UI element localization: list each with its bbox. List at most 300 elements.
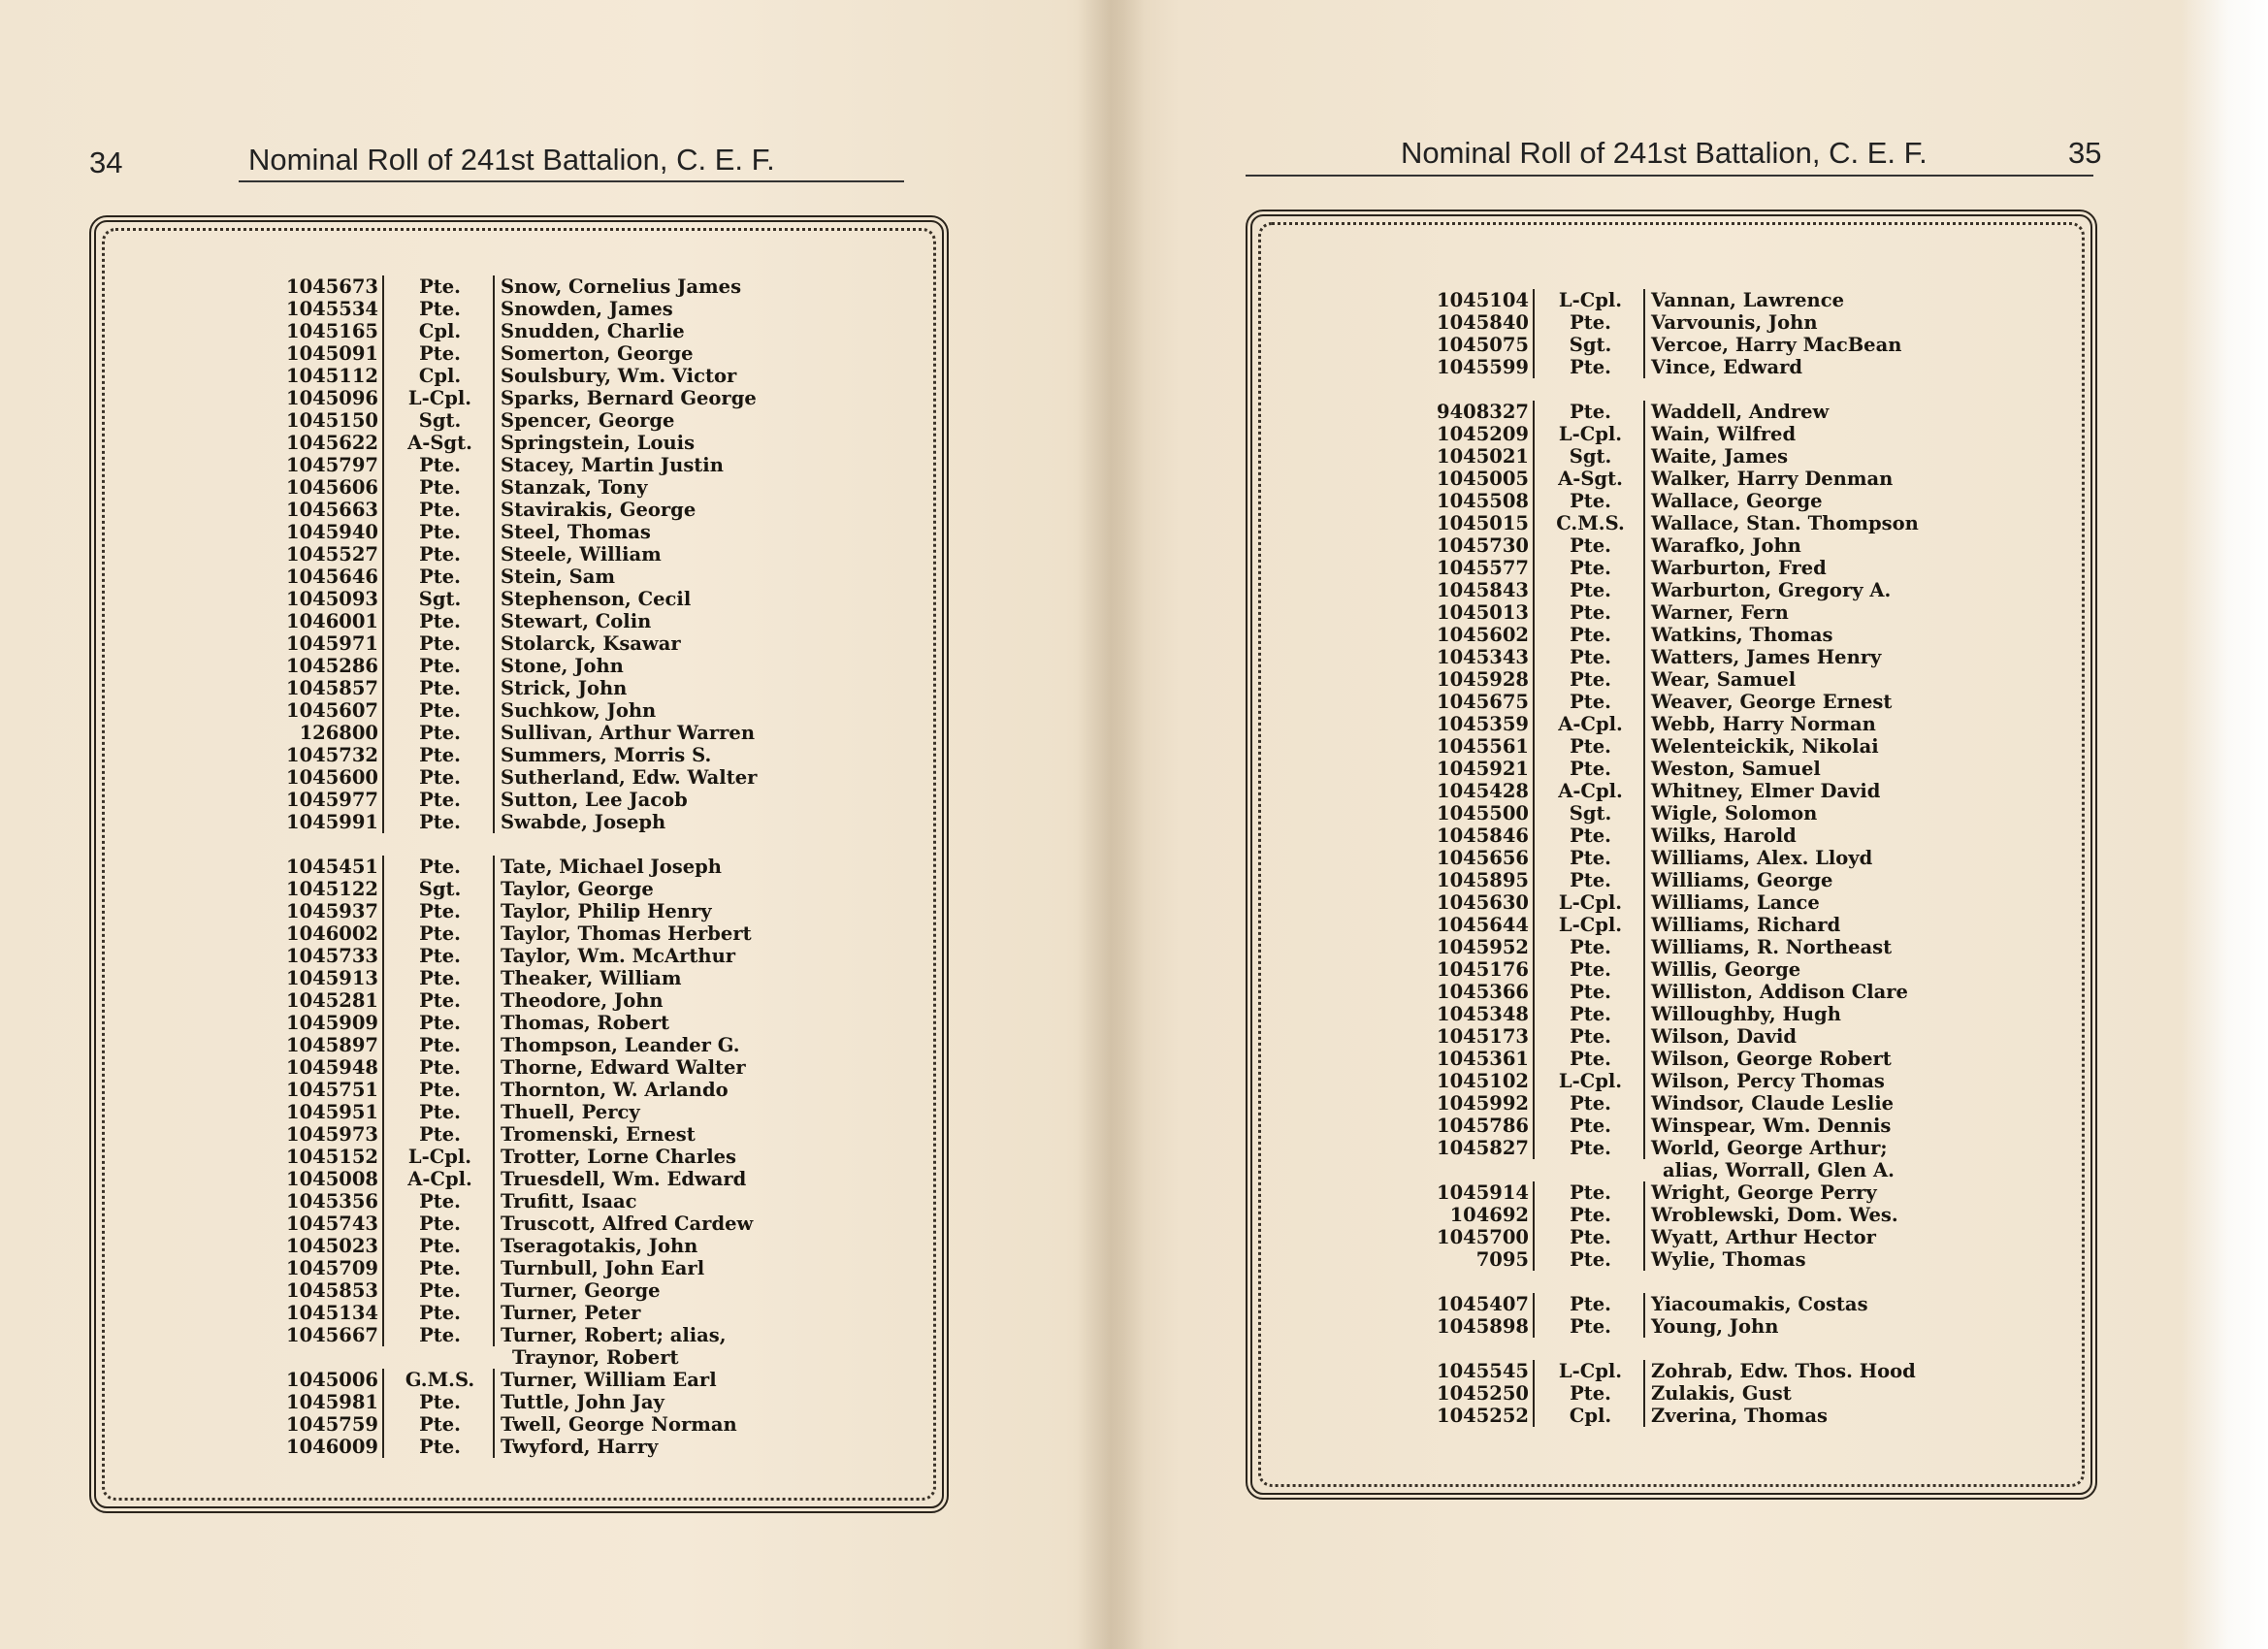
rank: L-Cpl. xyxy=(407,387,472,409)
regimental-number: 1045971 xyxy=(268,632,384,655)
soldier-name: Taylor, George xyxy=(493,878,654,900)
rank: Pte. xyxy=(1570,1204,1611,1226)
rank: Pte. xyxy=(419,499,461,521)
regimental-number: 1045937 xyxy=(268,900,384,922)
regimental-number: 1045348 xyxy=(1418,1003,1535,1025)
regimental-number: 1045909 xyxy=(268,1012,384,1034)
regimental-number: 1045165 xyxy=(268,320,384,342)
regimental-number: 1045176 xyxy=(1418,958,1535,981)
soldier-name: Stephenson, Cecil xyxy=(493,588,691,610)
rank: Pte. xyxy=(1570,401,1611,423)
regimental-number: 1045840 xyxy=(1418,311,1535,334)
regimental-number: 1045428 xyxy=(1418,780,1535,802)
rank: Pte. xyxy=(419,1302,461,1324)
rank: Pte. xyxy=(419,945,461,967)
soldier-name: Strick, John xyxy=(493,677,627,699)
soldier-name: Twell, George Norman xyxy=(493,1413,737,1436)
soldier-name: Vince, Edward xyxy=(1643,356,1802,378)
regimental-number: 1045897 xyxy=(268,1034,384,1056)
rank: L-Cpl. xyxy=(1558,1070,1623,1092)
regimental-number: 1045343 xyxy=(1418,646,1535,668)
rank: Pte. xyxy=(419,1056,461,1079)
regimental-number: 1045914 xyxy=(1418,1181,1535,1204)
rank: Pte. xyxy=(1570,557,1611,579)
soldier-name: Wroblewski, Dom. Wes. xyxy=(1643,1204,1898,1226)
soldier-name: Sutherland, Edw. Walter xyxy=(493,766,757,789)
soldier-name: Suchkow, John xyxy=(493,699,656,722)
soldier-name: Wallace, Stan. Thompson xyxy=(1643,512,1919,534)
soldier-name: Waite, James xyxy=(1643,445,1788,468)
soldier-name: Steele, William xyxy=(493,543,662,566)
regimental-number: 1045602 xyxy=(1418,624,1535,646)
rank: Pte. xyxy=(419,298,461,320)
rank: Pte. xyxy=(419,342,461,365)
regimental-number: 1045005 xyxy=(1418,468,1535,490)
regimental-number: 1045951 xyxy=(268,1101,384,1123)
rank: Pte. xyxy=(1570,668,1611,691)
rank: Pte. xyxy=(419,632,461,655)
soldier-name: Wright, George Perry xyxy=(1643,1181,1877,1204)
left-header-rule xyxy=(239,180,904,182)
soldier-name: Sparks, Bernard George xyxy=(493,387,757,409)
soldier-name: Williston, Addison Clare xyxy=(1643,981,1908,1003)
rank: Pte. xyxy=(419,1235,461,1257)
regimental-number: 1045607 xyxy=(268,699,384,722)
soldier-name: Welenteickik, Nikolai xyxy=(1643,735,1879,758)
page-edge xyxy=(2181,0,2268,1649)
regimental-number: 1045015 xyxy=(1418,512,1535,534)
rank: Pte. xyxy=(419,476,461,499)
right-page-number: 35 xyxy=(2068,136,2102,170)
regimental-number: 1045500 xyxy=(1418,802,1535,824)
soldier-name: Taylor, Wm. McArthur xyxy=(493,945,735,967)
soldier-name: Tseragotakis, John xyxy=(493,1235,697,1257)
rank: Pte. xyxy=(1570,1293,1611,1315)
soldier-name: Williams, Alex. Lloyd xyxy=(1643,847,1872,869)
soldier-name: Soulsbury, Wm. Victor xyxy=(493,365,736,387)
regimental-number: 1045656 xyxy=(1418,847,1535,869)
soldier-name: Wilson, Percy Thomas xyxy=(1643,1070,1885,1092)
rank: Pte. xyxy=(419,1391,461,1413)
soldier-name: Truesdell, Wm. Edward xyxy=(493,1168,746,1190)
rank: Pte. xyxy=(1570,534,1611,557)
soldier-name: Stavirakis, George xyxy=(493,499,696,521)
soldier-name: Wilks, Harold xyxy=(1643,824,1797,847)
soldier-name: Springstein, Louis xyxy=(493,432,695,454)
rank: Pte. xyxy=(1570,490,1611,512)
soldier-name: Swabde, Joseph xyxy=(493,811,665,833)
regimental-number: 1045545 xyxy=(1418,1360,1535,1382)
regimental-number: 1045952 xyxy=(1418,936,1535,958)
regimental-number: 1045122 xyxy=(268,878,384,900)
regimental-number: 104692 xyxy=(1418,1204,1535,1226)
soldier-name: Warner, Fern xyxy=(1643,601,1789,624)
regimental-number: 1045759 xyxy=(268,1413,384,1436)
rank: Pte. xyxy=(1570,1382,1611,1405)
rank: Pte. xyxy=(1570,691,1611,713)
regimental-number: 1045286 xyxy=(268,655,384,677)
regimental-number: 1045675 xyxy=(1418,691,1535,713)
regimental-number: 126800 xyxy=(268,722,384,744)
rank: Sgt. xyxy=(1569,334,1612,356)
rank: Pte. xyxy=(1570,936,1611,958)
rank: Pte. xyxy=(1570,601,1611,624)
rank: Pte. xyxy=(419,1190,461,1212)
regimental-number: 1045152 xyxy=(268,1146,384,1168)
rank: Pte. xyxy=(419,967,461,989)
rank: Pte. xyxy=(1570,1048,1611,1070)
soldier-name: Watters, James Henry xyxy=(1643,646,1881,668)
soldier-name: Williams, R. Northeast xyxy=(1643,936,1892,958)
regimental-number: 1045928 xyxy=(1418,668,1535,691)
regimental-number: 1045281 xyxy=(268,989,384,1012)
rank: Pte. xyxy=(419,610,461,632)
regimental-number: 1045827 xyxy=(1418,1137,1535,1159)
rank: A-Cpl. xyxy=(1558,713,1623,735)
regimental-number: 1045093 xyxy=(268,588,384,610)
regimental-number: 1045730 xyxy=(1418,534,1535,557)
soldier-name: Watkins, Thomas xyxy=(1643,624,1832,646)
regimental-number: 1045250 xyxy=(1418,1382,1535,1405)
regimental-number: 1045981 xyxy=(268,1391,384,1413)
right-page-title: Nominal Roll of 241st Battalion, C. E. F. xyxy=(1401,136,1928,170)
soldier-name: Young, John xyxy=(1643,1315,1778,1338)
rank: Pte. xyxy=(419,811,461,833)
rank: Pte. xyxy=(1570,958,1611,981)
rank: L-Cpl. xyxy=(1558,423,1623,445)
soldier-name: Sutton, Lee Jacob xyxy=(493,789,688,811)
soldier-name: Spencer, George xyxy=(493,409,674,432)
rank: Pte. xyxy=(419,1212,461,1235)
regimental-number: 1045008 xyxy=(268,1168,384,1190)
regimental-number: 1045407 xyxy=(1418,1293,1535,1315)
soldier-name: Thompson, Leander G. xyxy=(493,1034,739,1056)
rank: A-Cpl. xyxy=(1558,780,1623,802)
soldier-name: Tate, Michael Joseph xyxy=(493,856,722,878)
regimental-number: 1045857 xyxy=(268,677,384,699)
rank: Pte. xyxy=(1570,624,1611,646)
soldier-name: Williams, Richard xyxy=(1643,914,1840,936)
rank: Sgt. xyxy=(418,588,462,610)
regimental-number: 1045534 xyxy=(268,298,384,320)
rank: Cpl. xyxy=(1569,1405,1612,1427)
soldier-name: Wain, Wilfred xyxy=(1643,423,1796,445)
rank: C.M.S. xyxy=(1556,512,1625,534)
soldier-name: Wear, Samuel xyxy=(1643,668,1796,691)
rank: Pte. xyxy=(419,922,461,945)
soldier-name: Stanzak, Tony xyxy=(493,476,648,499)
regimental-number: 1045173 xyxy=(1418,1025,1535,1048)
rank: Pte. xyxy=(1570,1315,1611,1338)
regimental-number: 1045209 xyxy=(1418,423,1535,445)
rank: Pte. xyxy=(419,900,461,922)
regimental-number: 1045075 xyxy=(1418,334,1535,356)
soldier-name: Thomas, Robert xyxy=(493,1012,669,1034)
rank: L-Cpl. xyxy=(1558,891,1623,914)
rank: Pte. xyxy=(419,677,461,699)
soldier-name: Taylor, Thomas Herbert xyxy=(493,922,752,945)
soldier-name: Theaker, William xyxy=(493,967,682,989)
rank: Cpl. xyxy=(418,365,462,387)
regimental-number: 1045102 xyxy=(1418,1070,1535,1092)
rank: Pte. xyxy=(419,1123,461,1146)
rank: Pte. xyxy=(1570,824,1611,847)
regimental-number: 9408327 xyxy=(1418,401,1535,423)
rank: Pte. xyxy=(1570,1115,1611,1137)
rank: Pte. xyxy=(419,543,461,566)
regimental-number: 1045663 xyxy=(268,499,384,521)
rank: Pte. xyxy=(419,1012,461,1034)
regimental-number: 1046002 xyxy=(268,922,384,945)
soldier-name: Warafko, John xyxy=(1643,534,1801,557)
soldier-name: Trufitt, Isaac xyxy=(493,1190,637,1212)
regimental-number: 1045751 xyxy=(268,1079,384,1101)
soldier-name: Weston, Samuel xyxy=(1643,758,1821,780)
rank: Pte. xyxy=(419,1034,461,1056)
soldier-name: Willoughby, Hugh xyxy=(1643,1003,1841,1025)
soldier-name: Summers, Morris S. xyxy=(493,744,711,766)
regimental-number: 1045991 xyxy=(268,811,384,833)
rank: Pte. xyxy=(419,989,461,1012)
rank: Sgt. xyxy=(418,409,462,432)
regimental-number: 1045644 xyxy=(1418,914,1535,936)
soldier-name: Truscott, Alfred Cardew xyxy=(493,1212,753,1235)
rank: Pte. xyxy=(1570,356,1611,378)
rank: Pte. xyxy=(1570,1025,1611,1048)
regimental-number: 1045898 xyxy=(1418,1315,1535,1338)
soldier-name: Twyford, Harry xyxy=(493,1436,658,1458)
regimental-number: 1045700 xyxy=(1418,1226,1535,1248)
rank: Sgt. xyxy=(1569,445,1612,468)
regimental-number: 1046001 xyxy=(268,610,384,632)
rank: Pte. xyxy=(1570,646,1611,668)
regimental-number: 1045895 xyxy=(1418,869,1535,891)
rank: Pte. xyxy=(1570,1003,1611,1025)
regimental-number: 1045096 xyxy=(268,387,384,409)
regimental-number: 1045732 xyxy=(268,744,384,766)
rank: A-Cpl. xyxy=(407,1168,472,1190)
soldier-name: Waddell, Andrew xyxy=(1643,401,1829,423)
rank: Pte. xyxy=(419,1324,461,1346)
regimental-number: 1045797 xyxy=(268,454,384,476)
rank: A-Sgt. xyxy=(1558,468,1623,490)
rank: Cpl. xyxy=(418,320,462,342)
rank: Pte. xyxy=(419,566,461,588)
soldier-name: Tromenski, Ernest xyxy=(493,1123,696,1146)
regimental-number: 1045977 xyxy=(268,789,384,811)
rank: Pte. xyxy=(419,722,461,744)
rank: L-Cpl. xyxy=(1558,914,1623,936)
regimental-number: 1045630 xyxy=(1418,891,1535,914)
regimental-number: 1045940 xyxy=(268,521,384,543)
regimental-number: 1045508 xyxy=(1418,490,1535,512)
rank: L-Cpl. xyxy=(1558,289,1623,311)
rank: Pte. xyxy=(419,1279,461,1302)
regimental-number: 1045527 xyxy=(268,543,384,566)
soldier-name: Weaver, George Ernest xyxy=(1643,691,1892,713)
soldier-name: Turner, Peter xyxy=(493,1302,640,1324)
soldier-name: Vannan, Lawrence xyxy=(1643,289,1844,311)
rank: Pte. xyxy=(1570,981,1611,1003)
soldier-name: Wallace, George xyxy=(1643,490,1823,512)
regimental-number: 1045606 xyxy=(268,476,384,499)
soldier-name: alias, Worrall, Glen A. xyxy=(1663,1159,1895,1181)
rank: Pte. xyxy=(419,454,461,476)
rank: Pte. xyxy=(1570,869,1611,891)
rank: Pte. xyxy=(1570,735,1611,758)
rank: Pte. xyxy=(1570,758,1611,780)
regimental-number: 1045600 xyxy=(268,766,384,789)
soldier-name: Theodore, John xyxy=(493,989,664,1012)
soldier-name: Tuttle, John Jay xyxy=(493,1391,664,1413)
rank: Pte. xyxy=(1570,1181,1611,1204)
regimental-number: 1045667 xyxy=(268,1324,384,1346)
soldier-name: Varvounis, John xyxy=(1643,311,1818,334)
rank: Pte. xyxy=(1570,1248,1611,1271)
soldier-name: Williams, George xyxy=(1643,869,1832,891)
regimental-number: 1045992 xyxy=(1418,1092,1535,1115)
regimental-number: 1045252 xyxy=(1418,1405,1535,1427)
soldier-name: Sullivan, Arthur Warren xyxy=(493,722,755,744)
rank: A-Sgt. xyxy=(407,432,472,454)
soldier-name: Wilson, David xyxy=(1643,1025,1797,1048)
right-header-rule xyxy=(1246,175,2093,177)
soldier-name: Wigle, Solomon xyxy=(1643,802,1817,824)
rank: Pte. xyxy=(1570,1226,1611,1248)
rank: Pte. xyxy=(419,744,461,766)
soldier-name: World, George Arthur; xyxy=(1643,1137,1888,1159)
soldier-name: Wyatt, Arthur Hector xyxy=(1643,1226,1876,1248)
regimental-number: 1045006 xyxy=(268,1369,384,1391)
soldier-name: Vercoe, Harry MacBean xyxy=(1643,334,1901,356)
soldier-name: Winspear, Wm. Dennis xyxy=(1643,1115,1891,1137)
regimental-number: 1045091 xyxy=(268,342,384,365)
soldier-name: Snow, Cornelius James xyxy=(493,275,741,298)
rank: Pte. xyxy=(419,1079,461,1101)
soldier-name: Thuell, Percy xyxy=(493,1101,640,1123)
regimental-number: 1045023 xyxy=(268,1235,384,1257)
regimental-number: 1045673 xyxy=(268,275,384,298)
soldier-name: Thorne, Edward Walter xyxy=(493,1056,746,1079)
soldier-name: Turner, George xyxy=(493,1279,661,1302)
regimental-number: 1045921 xyxy=(1418,758,1535,780)
rank: Sgt. xyxy=(1569,802,1612,824)
soldier-name: Warburton, Gregory A. xyxy=(1643,579,1891,601)
soldier-name: Trotter, Lorne Charles xyxy=(493,1146,736,1168)
rank: L-Cpl. xyxy=(407,1146,472,1168)
rank: Pte. xyxy=(419,1413,461,1436)
regimental-number: 1045112 xyxy=(268,365,384,387)
rank: Sgt. xyxy=(418,878,462,900)
rank: Pte. xyxy=(419,1257,461,1279)
regimental-number: 1045733 xyxy=(268,945,384,967)
soldier-name: Snudden, Charlie xyxy=(493,320,685,342)
rank: Pte. xyxy=(1570,579,1611,601)
rank: Pte. xyxy=(419,1436,461,1458)
regimental-number: 1046009 xyxy=(268,1436,384,1458)
rank: Pte. xyxy=(419,521,461,543)
regimental-number: 1045843 xyxy=(1418,579,1535,601)
soldier-name: Wylie, Thomas xyxy=(1643,1248,1806,1271)
regimental-number: 1045366 xyxy=(1418,981,1535,1003)
regimental-number: 1045913 xyxy=(268,967,384,989)
soldier-name: Webb, Harry Norman xyxy=(1643,713,1876,735)
rank: G.M.S. xyxy=(405,1369,475,1391)
soldier-name: Yiacoumakis, Costas xyxy=(1643,1293,1868,1315)
soldier-name: Walker, Harry Denman xyxy=(1643,468,1893,490)
regimental-number: 1045743 xyxy=(268,1212,384,1235)
soldier-name: Stolarck, Ksawar xyxy=(493,632,681,655)
rank: Pte. xyxy=(419,275,461,298)
soldier-name: Steel, Thomas xyxy=(493,521,651,543)
left-page-number: 34 xyxy=(89,146,123,179)
regimental-number: 1045356 xyxy=(268,1190,384,1212)
rank: L-Cpl. xyxy=(1558,1360,1623,1382)
regimental-number: 1045134 xyxy=(268,1302,384,1324)
regimental-number: 1045646 xyxy=(268,566,384,588)
soldier-name: Zohrab, Edw. Thos. Hood xyxy=(1643,1360,1916,1382)
regimental-number: 1045622 xyxy=(268,432,384,454)
soldier-name: Stewart, Colin xyxy=(493,610,651,632)
soldier-name: Windsor, Claude Leslie xyxy=(1643,1092,1894,1115)
regimental-number: 7095 xyxy=(1418,1248,1535,1271)
soldier-name: Whitney, Elmer David xyxy=(1643,780,1880,802)
regimental-number: 1045853 xyxy=(268,1279,384,1302)
regimental-number: 1045150 xyxy=(268,409,384,432)
rank: Pte. xyxy=(419,856,461,878)
rank: Pte. xyxy=(1570,847,1611,869)
regimental-number: 1045948 xyxy=(268,1056,384,1079)
soldier-name: Wilson, George Robert xyxy=(1643,1048,1892,1070)
regimental-number: 1045104 xyxy=(1418,289,1535,311)
soldier-name: Zulakis, Gust xyxy=(1643,1382,1792,1405)
rank: Pte. xyxy=(419,789,461,811)
rank: Pte. xyxy=(1570,1092,1611,1115)
book-gutter xyxy=(1077,0,1145,1649)
regimental-number: 1045709 xyxy=(268,1257,384,1279)
regimental-number: 1045786 xyxy=(1418,1115,1535,1137)
rank: Pte. xyxy=(419,766,461,789)
regimental-number: 1045599 xyxy=(1418,356,1535,378)
rank: Pte. xyxy=(1570,311,1611,334)
regimental-number: 1045021 xyxy=(1418,445,1535,468)
soldier-name: Taylor, Philip Henry xyxy=(493,900,712,922)
soldier-name: Stone, John xyxy=(493,655,624,677)
rank: Pte. xyxy=(419,1101,461,1123)
regimental-number: 1045561 xyxy=(1418,735,1535,758)
rank: Pte. xyxy=(1570,1137,1611,1159)
soldier-name: Turnbull, John Earl xyxy=(493,1257,704,1279)
rank: Pte. xyxy=(419,655,461,677)
soldier-name: Willis, George xyxy=(1643,958,1800,981)
soldier-name: Somerton, George xyxy=(493,342,694,365)
left-page-title: Nominal Roll of 241st Battalion, C. E. F. xyxy=(248,143,775,177)
soldier-name: Stacey, Martin Justin xyxy=(493,454,724,476)
soldier-name: Stein, Sam xyxy=(493,566,615,588)
regimental-number: 1045451 xyxy=(268,856,384,878)
regimental-number: 1045973 xyxy=(268,1123,384,1146)
soldier-name: Turner, William Earl xyxy=(493,1369,717,1391)
regimental-number: 1045361 xyxy=(1418,1048,1535,1070)
regimental-number: 1045013 xyxy=(1418,601,1535,624)
regimental-number: 1045577 xyxy=(1418,557,1535,579)
soldier-name: Zverina, Thomas xyxy=(1643,1405,1828,1427)
soldier-name: Traynor, Robert xyxy=(512,1346,679,1369)
soldier-name: Williams, Lance xyxy=(1643,891,1820,914)
soldier-name: Snowden, James xyxy=(493,298,673,320)
regimental-number: 1045359 xyxy=(1418,713,1535,735)
soldier-name: Thornton, W. Arlando xyxy=(493,1079,729,1101)
